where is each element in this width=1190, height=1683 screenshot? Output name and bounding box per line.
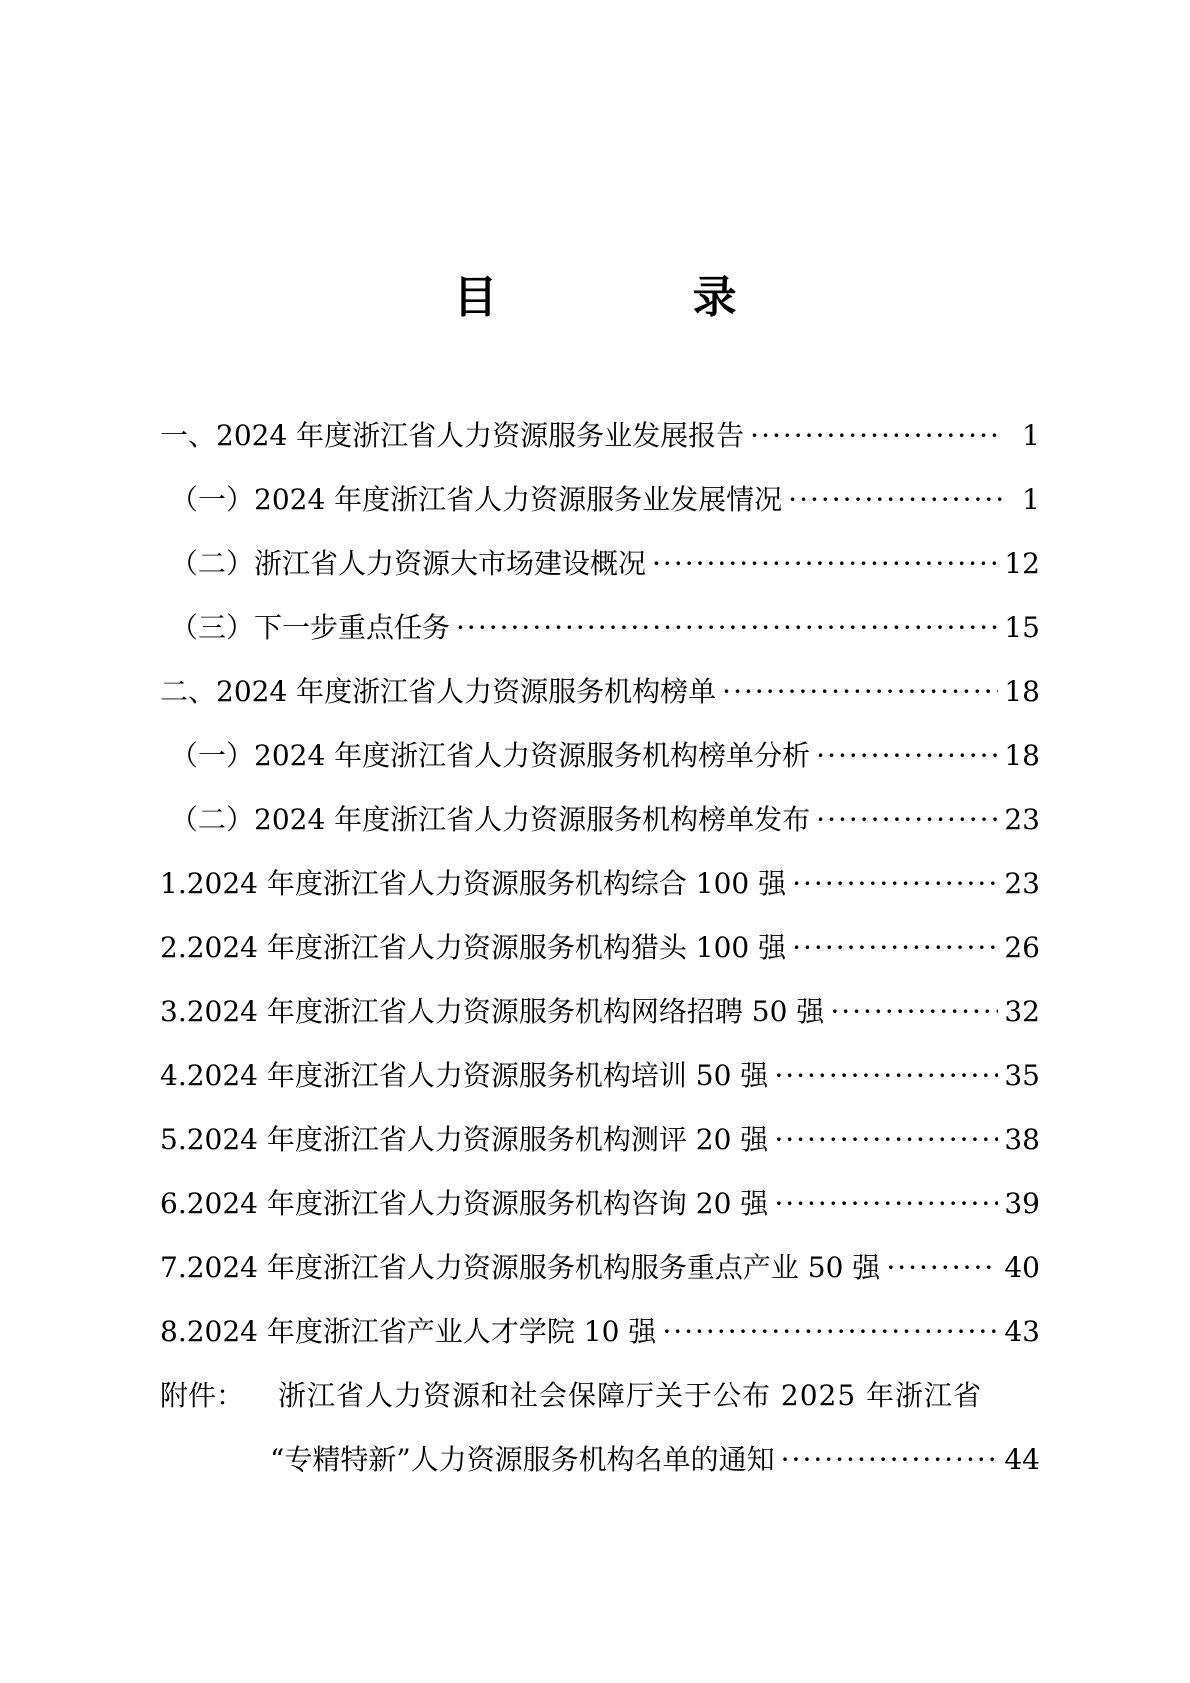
toc-entry[interactable] (160, 520, 1040, 584)
toc-entry[interactable] (160, 392, 1040, 456)
dot-leader (774, 1056, 998, 1096)
toc-entry-label: 二、2024 年度浙江省人力资源服务机构榜单 (160, 675, 717, 708)
toc-entry[interactable] (160, 776, 1040, 840)
attachment-page: 44 (1004, 1443, 1040, 1476)
attachment-title-line2: “专精特新”人力资源服务机构名单的通知 (270, 1443, 775, 1476)
dot-leader (456, 608, 998, 648)
dot-leader (830, 992, 998, 1032)
toc-entry[interactable] (160, 456, 1040, 520)
toc-entry[interactable] (160, 584, 1040, 648)
toc-entry-label: 7.2024 年度浙江省人力资源服务机构服务重点产业 50 强 (160, 1251, 881, 1284)
toc-entry-page: 43 (1004, 1315, 1040, 1348)
toc-entry-page: 18 (1004, 739, 1040, 772)
toc-entry[interactable] (160, 648, 1040, 712)
toc-entry-label: 2.2024 年度浙江省人力资源服务机构猎头 100 强 (160, 931, 787, 964)
table-of-contents (160, 392, 1040, 1480)
toc-entry-page: 23 (1004, 803, 1040, 836)
toc-entry-page: 40 (1004, 1251, 1040, 1284)
dot-leader (774, 1184, 998, 1224)
dot-leader (781, 1440, 999, 1480)
dot-leader (662, 1312, 998, 1352)
toc-entry[interactable] (160, 840, 1040, 904)
toc-entry-label: （二）浙江省人力资源大市场建设概况 (170, 547, 647, 580)
page-title: 目 录 (453, 272, 827, 323)
dot-leader (816, 736, 998, 776)
attachment-entry-continued[interactable] (160, 1416, 1040, 1480)
toc-entry-page: 18 (1004, 675, 1040, 708)
dot-leader (722, 672, 998, 712)
toc-entry-page: 26 (1004, 931, 1040, 964)
toc-entry-label: （一）2024 年度浙江省人力资源服务机构榜单分析 (170, 739, 811, 772)
toc-entry-page: 1 (1022, 483, 1040, 516)
toc-entry-page: 15 (1004, 611, 1040, 644)
toc-entry-label: 3.2024 年度浙江省人力资源服务机构网络招聘 50 强 (160, 995, 825, 1028)
dot-leader (788, 480, 1002, 520)
toc-entry[interactable] (160, 712, 1040, 776)
attachment-title-line1: 浙江省人力资源和社会保障厅关于公布 2025 年浙江省 (278, 1379, 983, 1412)
toc-entry-label: 1.2024 年度浙江省人力资源服务机构综合 100 强 (160, 867, 787, 900)
toc-entry[interactable] (160, 1160, 1040, 1224)
dot-leader (750, 416, 1002, 456)
toc-entry-label: 4.2024 年度浙江省人力资源服务机构培训 50 强 (160, 1059, 769, 1092)
dot-leader (792, 864, 998, 904)
toc-entry[interactable] (160, 1224, 1040, 1288)
toc-entry-label: 8.2024 年度浙江省产业人才学院 10 强 (160, 1315, 657, 1348)
toc-entry-label: 6.2024 年度浙江省人力资源服务机构咨询 20 强 (160, 1187, 769, 1220)
toc-entry-page: 12 (1004, 547, 1040, 580)
dot-leader (792, 928, 998, 968)
dot-leader (774, 1120, 998, 1160)
toc-entry[interactable] (160, 904, 1040, 968)
toc-entry[interactable] (160, 1096, 1040, 1160)
toc-entry-page: 32 (1004, 995, 1040, 1028)
toc-entry-page: 35 (1004, 1059, 1040, 1092)
attachment-entry[interactable] (160, 1352, 1040, 1416)
attachment-label: 附件： (160, 1379, 245, 1412)
toc-entry[interactable] (160, 968, 1040, 1032)
dot-leader (886, 1248, 998, 1288)
dot-leader (652, 544, 998, 584)
toc-entry-page: 1 (1022, 419, 1040, 452)
dot-leader (816, 800, 998, 840)
toc-entry-label: （二）2024 年度浙江省人力资源服务机构榜单发布 (170, 803, 811, 836)
toc-entry[interactable] (160, 1032, 1040, 1096)
toc-entry-label: （一）2024 年度浙江省人力资源服务业发展情况 (170, 483, 783, 516)
toc-entry-page: 39 (1004, 1187, 1040, 1220)
toc-entry-label: 一、2024 年度浙江省人力资源服务业发展报告 (160, 419, 745, 452)
toc-entry-page: 38 (1004, 1123, 1040, 1156)
toc-entry-label: （三）下一步重点任务 (170, 611, 451, 644)
toc-entry-page: 23 (1004, 867, 1040, 900)
toc-entry[interactable] (160, 1288, 1040, 1352)
toc-entry-label: 5.2024 年度浙江省人力资源服务机构测评 20 强 (160, 1123, 769, 1156)
